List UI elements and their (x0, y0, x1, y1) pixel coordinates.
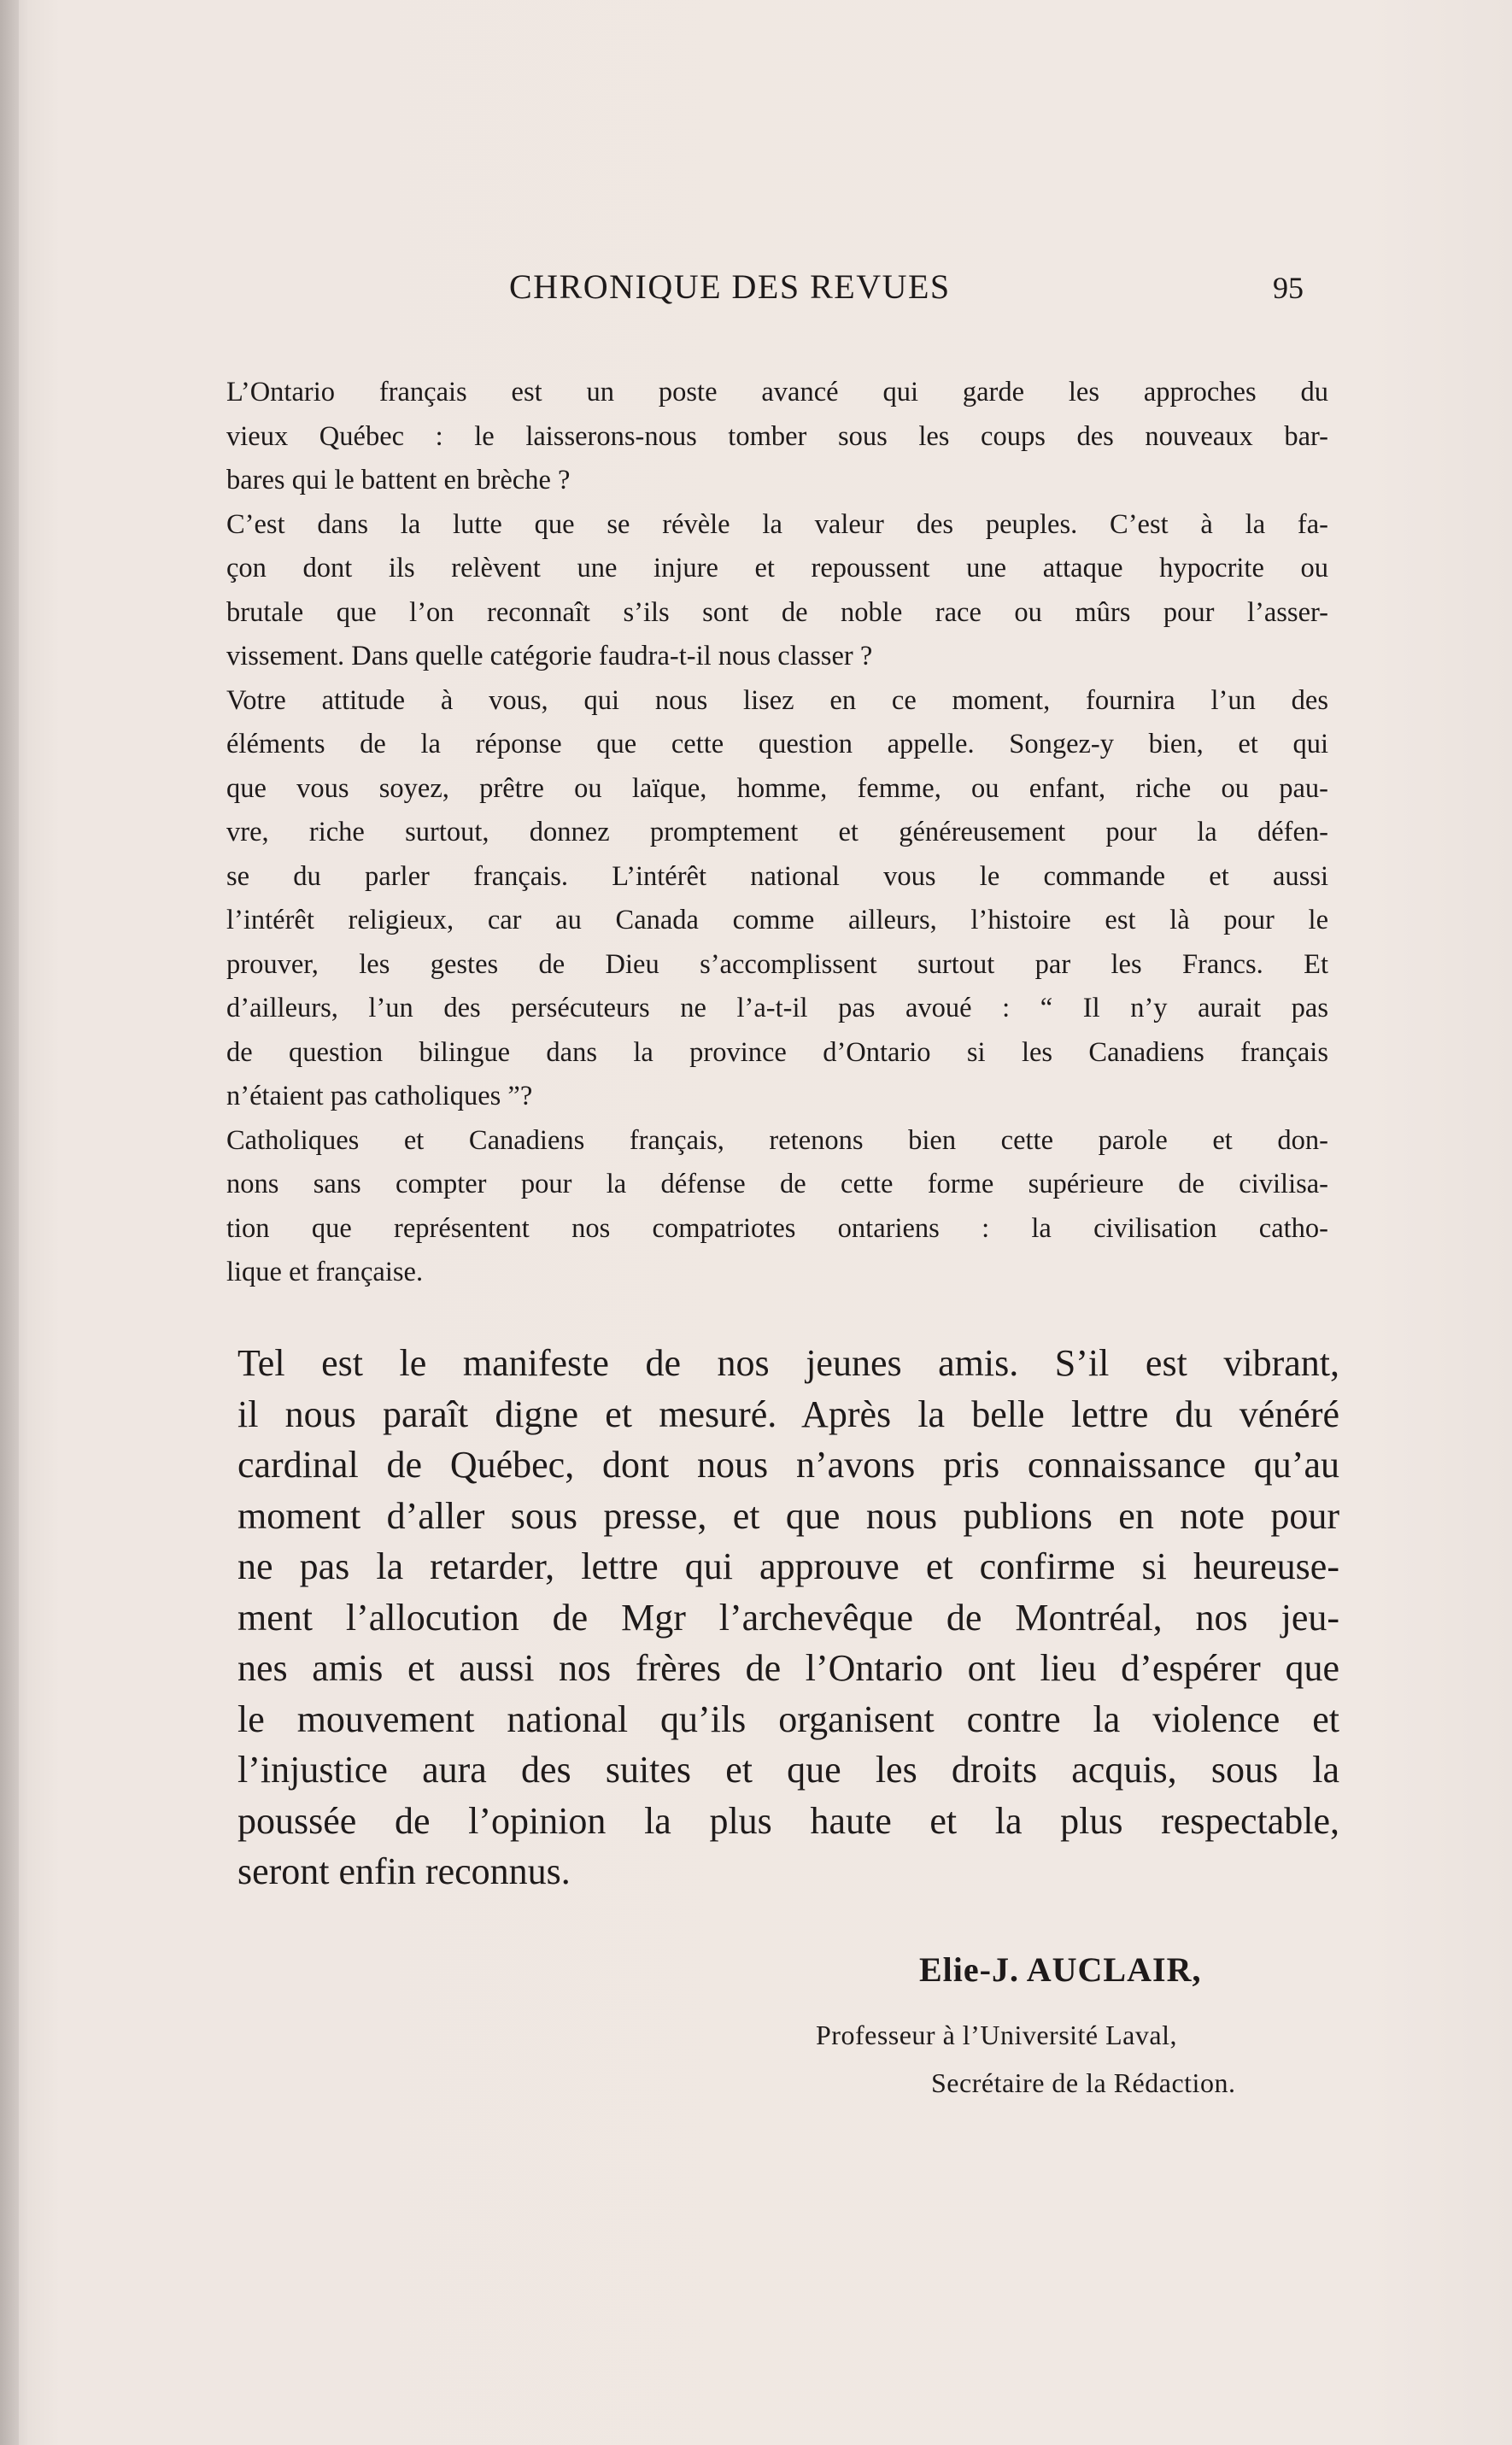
text-line: vissement. Dans quelle catégorie faudra-t-il nous classer ? (226, 641, 873, 671)
text-line: que vous soyez, prêtre ou laïque, homme, femme, ou enfant, riche ou pau- (226, 772, 1328, 804)
text-line: il nous paraît digne et mesuré. Après la belle lettre du vénéré (237, 1393, 1339, 1435)
text-line: C’est dans la lutte que se révèle la valeur des peuples. C’est à la fa- (226, 508, 1328, 540)
text-line: Votre attitude à vous, qui nous lisez en ce moment, fournira l’un des (226, 684, 1328, 716)
text-line: se du parler français. L’intérêt national vous le commande et aussi (226, 860, 1328, 892)
text-line: d’ailleurs, l’un des persécuteurs ne l’a-t-il pas avoué : “ Il n’y aurait pas (226, 993, 1328, 1023)
closing-commentary-text (237, 1338, 1339, 1897)
text-line: ment l’allocution de Mgr l’archevêque de Montréal, nos jeu- (237, 1596, 1339, 1639)
text-line: L’Ontario français est un poste avancé qui garde les approches du (226, 377, 1328, 408)
signature-name: Elie-J. AUCLAIR, (919, 1950, 1202, 1989)
text-line: poussée de l’opinion la plus haute et la plus respectable, (237, 1799, 1339, 1842)
text-line: lique et française. (226, 1257, 424, 1287)
text-line: éléments de la réponse que cette question appelle. Songez-y bien, et qui (226, 729, 1328, 759)
text-line: nons sans compter pour la défense de cette forme supérieure de civilisa- (226, 1169, 1328, 1199)
text-line: seront enfin reconnus. (237, 1850, 571, 1892)
text-line: çon dont ils relèvent une injure et repoussent une attaque hypocrite ou (226, 553, 1328, 583)
text-line: de question bilingue dans la province d’Ontario si les Canadiens français (226, 1036, 1328, 1068)
signature-title-line-2: Secrétaire de la Rédaction. (931, 2067, 1236, 2098)
running-title: CHRONIQUE DES REVUES (509, 267, 951, 306)
text-line: vre, riche surtout, donnez promptement et généreusement pour la défen- (226, 817, 1328, 847)
text-line: l’intérêt religieux, car au Canada comme ailleurs, l’histoire est là pour le (226, 905, 1328, 935)
text-line: bares qui le battent en brèche ? (226, 465, 571, 495)
page-spine-shadow (0, 0, 19, 2445)
text-line: prouver, les gestes de Dieu s’accomplissent surtout par les Francs. Et (226, 948, 1328, 980)
text-line: l’injustice aura des suites et que les droits acquis, sous la (237, 1749, 1339, 1791)
quoted-manifesto-text (226, 371, 1328, 1295)
text-line: moment d’aller sous presse, et que nous publions en note pour (237, 1494, 1339, 1537)
text-line: ne pas la retarder, lettre qui approuve et confirme si heureuse- (237, 1545, 1339, 1587)
text-line: vieux Québec : le laisserons-nous tomber sous les coups des nouveaux bar- (226, 420, 1328, 452)
page-number: 95 (1273, 271, 1304, 305)
text-line: Catholiques et Canadiens français, retenons bien cette parole et don- (226, 1124, 1328, 1156)
text-line: cardinal de Québec, dont nous n’avons pris connaissance qu’au (237, 1444, 1339, 1486)
text-line: brutale que l’on reconnaît s’ils sont de noble race ou mûrs pour l’asser- (226, 596, 1328, 628)
signature-title-line-1: Professeur à l’Université Laval, (816, 2020, 1177, 2050)
text-line: Tel est le manifeste de nos jeunes amis. S’il est vibrant, (237, 1342, 1339, 1384)
text-line: tion que représentent nos compatriotes ontariens : la civilisation catho- (226, 1212, 1328, 1244)
text-line: n’étaient pas catholiques ”? (226, 1081, 533, 1111)
text-line: le mouvement national qu’ils organisent contre la violence et (237, 1697, 1339, 1740)
text-line: nes amis et aussi nos frères de l’Ontario ont lieu d’espérer que (237, 1647, 1339, 1689)
